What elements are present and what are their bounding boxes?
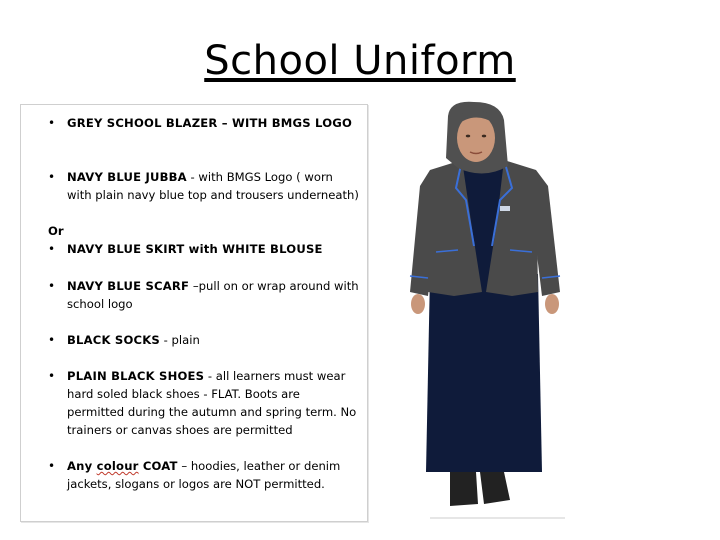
scarf-detail: –pull on or wrap around with school logo (67, 279, 359, 311)
socks-bold: BLACK SOCKS (67, 333, 160, 347)
shoes-bold: PLAIN BLACK SHOES (67, 369, 205, 383)
blazer-logo (500, 206, 510, 211)
coat-colour-word: colour (96, 459, 139, 473)
bullet-dot-icon: • (48, 242, 56, 256)
bullet-dot-icon: • (48, 333, 56, 347)
bullet-dot-icon: • (48, 459, 56, 473)
bullet-dot-icon: • (48, 116, 56, 130)
left-shoe (450, 472, 478, 506)
scarf-bold: NAVY BLUE SCARF (67, 279, 190, 293)
bullet-dot-icon: • (48, 170, 56, 184)
uniform-list-panel (20, 104, 368, 522)
blazer-text: GREY SCHOOL BLAZER – WITH BMGS LOGO (67, 116, 353, 130)
coat-detail: – hoodies, leather or denim jackets, slogans or logos are NOT permitted. (67, 459, 341, 491)
coat-bold-post: COAT (138, 459, 178, 473)
jubba-detail: - with BMGS Logo ( worn with plain navy blue top and trousers underneath) (67, 170, 359, 202)
navy-skirt (426, 274, 542, 472)
socks-detail: - plain (159, 333, 200, 347)
uniform-figure-illustration-icon (400, 96, 570, 521)
coat-bold-pre: Any (67, 459, 97, 473)
shoes-detail: - all learners must wear hard soled black shoes - FLAT. Boots are permitted during the autumn and spring term. No trainers or canvas shoes are permitted (67, 369, 357, 437)
bullet-dot-icon: • (48, 369, 56, 383)
slide-title: School Uniform (204, 38, 516, 84)
face (457, 114, 495, 162)
skirt-text: NAVY BLUE SKIRT with WHITE BLOUSE (67, 242, 323, 256)
or-label: Or (48, 224, 64, 238)
right-shoe (480, 472, 510, 504)
bullet-dot-icon: • (48, 279, 56, 293)
right-hand (545, 294, 559, 314)
left-hand (411, 294, 425, 314)
jubba-bold: NAVY BLUE JUBBA (67, 170, 187, 184)
